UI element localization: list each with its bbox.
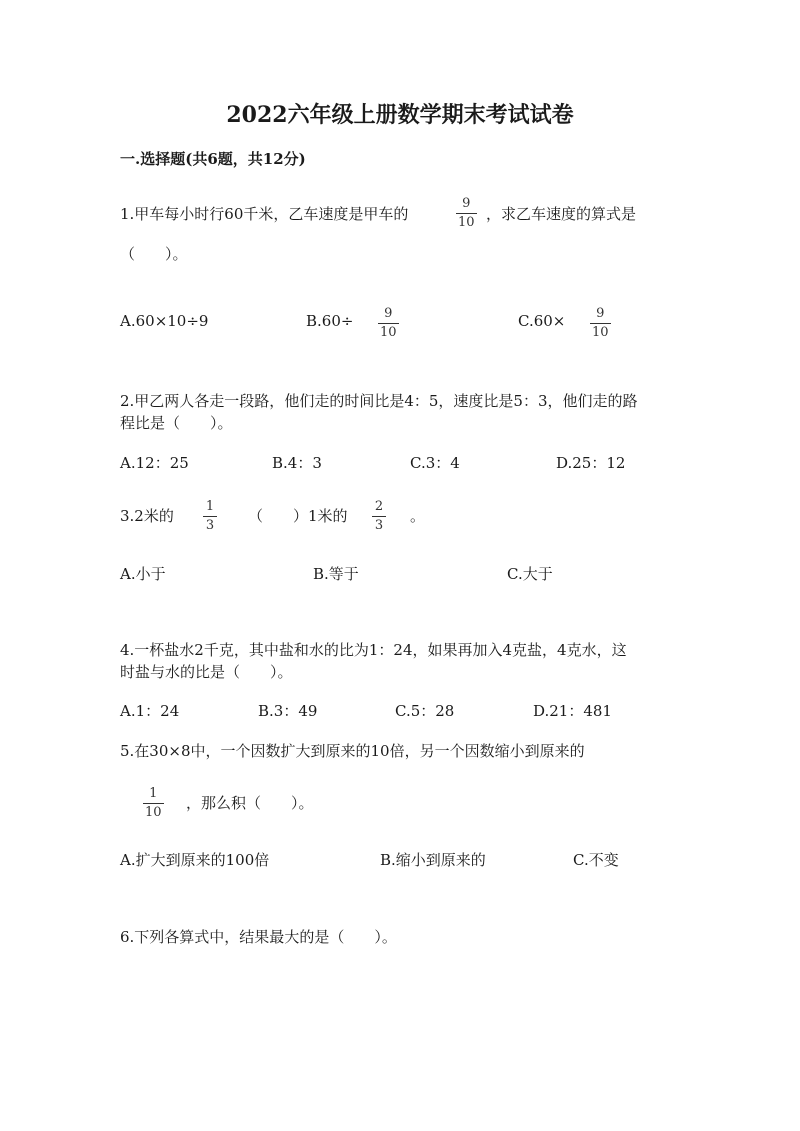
q1-text-c: （ ）。 [120,245,188,263]
q5-line-1: 5.在30×8中，一个因数扩大到原来的10倍，另一个因数缩小到原来的 [120,742,585,760]
q4-line-2: 时盐与水的比是（ ）。 [120,663,293,681]
q1-option-c-numerator: 9 [596,306,605,321]
q5-fraction-numerator: 1 [149,786,158,801]
q1-option-c: C.60× [518,312,566,330]
q1-fraction-numerator: 9 [462,196,471,211]
q4-option-c: C.5：28 [395,702,455,720]
q3-text-c: 。 [410,507,426,525]
q5-fraction-denominator: 10 [145,805,162,820]
q4-option-a: A.1：24 [120,702,180,720]
q4-line-1: 4.一杯盐水2千克，其中盐和水的比为1：24，如果再加入4克盐，4克水，这 [120,641,627,659]
q1-option-b-numerator: 9 [384,306,393,321]
fraction-bar [203,516,217,517]
q3-fraction-2-numerator: 2 [374,499,384,514]
q1-option-c-fraction [590,306,611,341]
q3-fraction-1-numerator: 1 [205,499,215,514]
q3-text-b: （ ）1米的 [248,507,348,525]
fraction-bar [143,803,164,804]
q5-fraction [143,786,164,821]
fraction-bar [378,323,399,324]
q1-option-c-denominator: 10 [592,325,609,340]
q1-text-b: ，求乙车速度的算式是 [486,205,637,223]
q2-line-1: 2.甲乙两人各走一段路，他们走的时间比是4：5，速度比是5：3，他们走的路 [120,392,638,410]
q3-option-b: B.等于 [313,565,359,583]
q2-option-c: C.3：4 [410,454,460,472]
q3-fraction-2-denominator: 3 [374,518,384,533]
q4-option-d: D.21：481 [533,702,612,720]
q2-option-a: A.12：25 [120,454,189,472]
q5-option-a: A.扩大到原来的100倍 [120,851,270,869]
q2-option-b: B.4：3 [272,454,322,472]
q2-option-d: D.25：12 [556,454,626,472]
q1-fraction [456,196,477,231]
q1-option-b-denominator: 10 [380,325,397,340]
q3-option-a: A.小于 [120,565,166,583]
page-title: 2022六年级上册数学期末考试试卷 [226,102,574,128]
fraction-bar [372,516,386,517]
fraction-bar [456,213,477,214]
q3-text-a: 3.2米的 [120,507,174,525]
q1-option-a: A.60×10÷9 [120,312,209,330]
q3-fraction-1-denominator: 3 [205,518,215,533]
section-heading: 一.选择题(共6题，共12分) [120,150,306,168]
q1-option-b-fraction [378,306,399,341]
q5-text-b: ，那么积（ ）。 [186,794,314,812]
q2-line-2: 程比是（ ）。 [120,414,233,432]
fraction-bar [590,323,611,324]
q5-option-c: C.不变 [573,851,619,869]
q1-option-b: B.60÷ [306,312,354,330]
q5-option-b: B.缩小到原来的 [380,851,486,869]
q1-fraction-denominator: 10 [458,215,475,230]
q3-fraction-1 [203,499,217,534]
q6-line-1: 6.下列各算式中，结果最大的是（ ）。 [120,928,397,946]
q1-text-a: 1.甲车每小时行60千米，乙车速度是甲车的 [120,205,409,223]
q3-option-c: C.大于 [507,565,553,583]
q4-option-b: B.3：49 [258,702,318,720]
q3-fraction-2 [372,499,386,534]
